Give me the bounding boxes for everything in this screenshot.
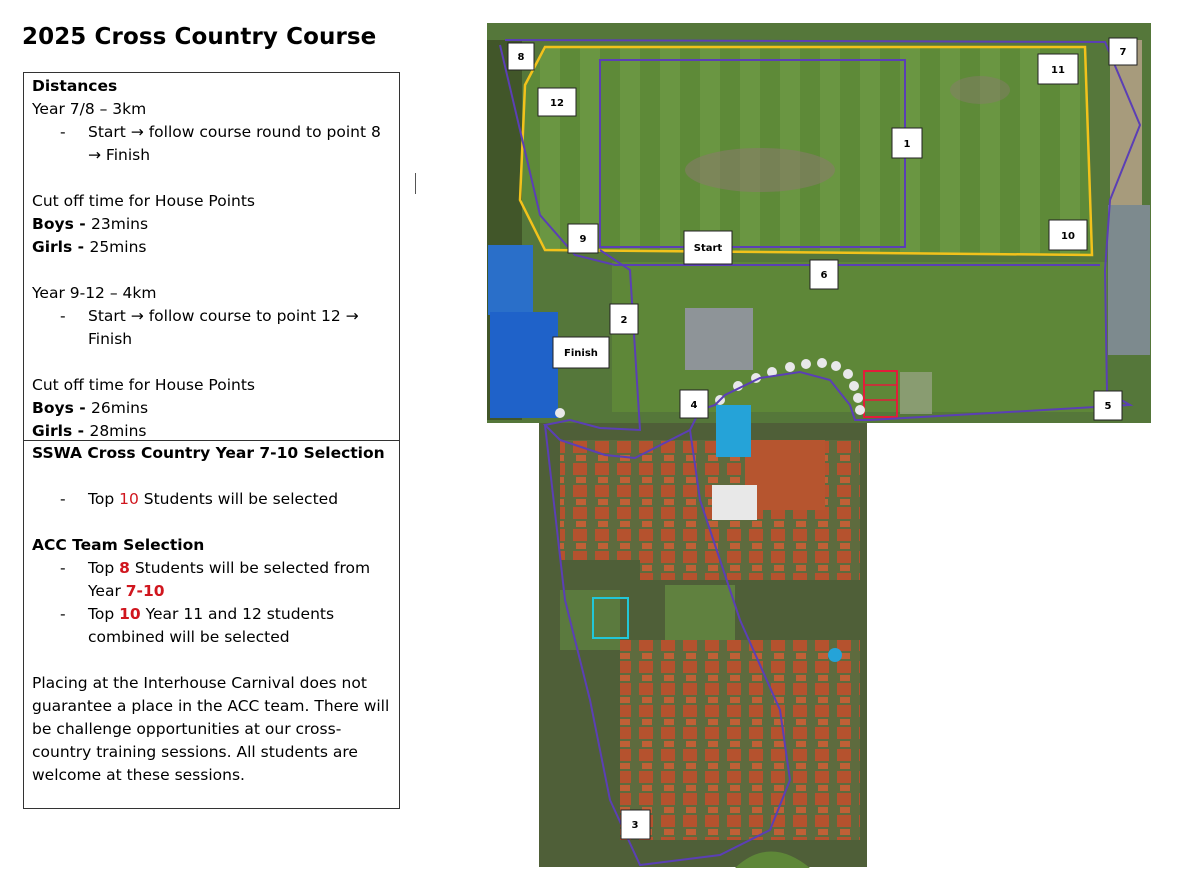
year912-route-line2: Finish bbox=[88, 330, 133, 348]
marker-9 bbox=[568, 224, 598, 253]
marker-7 bbox=[1109, 38, 1137, 65]
distances-heading: Distances bbox=[32, 77, 118, 95]
boys-label-1: Boys - bbox=[32, 215, 92, 233]
acc1-year-pre: Year bbox=[88, 582, 126, 600]
year78-route: - Start → follow course round to point 8 → Finish bbox=[60, 123, 381, 164]
boys-value-2: 26mins bbox=[91, 399, 149, 417]
note-line-3: be challenge opportunities at our cross- bbox=[32, 720, 342, 738]
sswa-heading: SSWA Cross Country Year 7-10 Selection bbox=[32, 444, 385, 462]
acc-item-1: - Top 8 Students will be selected from Year 7-10 bbox=[60, 559, 371, 600]
note-line-2: guarantee a place in the ACC team. There will bbox=[32, 697, 390, 715]
acc1-number: 8 bbox=[119, 559, 130, 577]
main-oval bbox=[517, 47, 1092, 255]
year912-distance: Year 9-12 – 4km bbox=[32, 284, 157, 302]
acc1-year: 7-10 bbox=[125, 582, 165, 600]
marker-4-label: 4 bbox=[690, 400, 698, 411]
car-park bbox=[1108, 205, 1150, 355]
marker-2 bbox=[610, 304, 638, 334]
note-line-4: country training sessions. All students are bbox=[32, 743, 358, 761]
acc2-post: Year 11 and 12 students bbox=[140, 605, 335, 623]
sswa-item: - Top 10 Students will be selected bbox=[60, 490, 339, 508]
year78-distance: Year 7/8 – 3km bbox=[32, 100, 147, 118]
marker-12-label: 12 bbox=[550, 98, 564, 109]
acc-heading: ACC Team Selection bbox=[32, 536, 205, 554]
white-roof bbox=[712, 485, 757, 520]
marker-5 bbox=[1094, 391, 1122, 420]
girls-label-1: Girls - bbox=[32, 238, 90, 256]
marker-8-label: 8 bbox=[517, 52, 525, 63]
finish-label: Finish bbox=[564, 348, 598, 359]
garden-bed bbox=[900, 372, 932, 414]
marker-6 bbox=[810, 260, 838, 289]
year912-route: - Start → follow course to point 12 → Finish bbox=[60, 307, 359, 348]
cutoff-heading-1: Cut off time for House Points bbox=[32, 192, 255, 210]
cutoff-heading-2: Cut off time for House Points bbox=[32, 376, 255, 394]
year912-route-line1: Start → follow course to point 12 → bbox=[88, 307, 359, 325]
year78-route-line2: → Finish bbox=[88, 146, 151, 164]
fountain bbox=[828, 648, 842, 662]
acc1-post: Students will be selected from bbox=[129, 559, 371, 577]
acc2-line2: combined will be selected bbox=[88, 628, 290, 646]
acc2-pre: Top bbox=[88, 605, 120, 623]
start-label: Start bbox=[693, 243, 723, 254]
sswa-number: 10 bbox=[119, 490, 139, 508]
marker-10-label: 10 bbox=[1061, 231, 1075, 242]
tennis-court bbox=[488, 245, 533, 315]
marker-4 bbox=[680, 390, 708, 418]
worn-patch bbox=[950, 76, 1010, 104]
marker-10 bbox=[1049, 220, 1087, 250]
buildings-south bbox=[620, 640, 860, 840]
marker-1 bbox=[892, 128, 922, 158]
quad bbox=[665, 585, 735, 640]
sswa-pre: Top bbox=[88, 490, 120, 508]
basketball-courts bbox=[490, 312, 558, 418]
marker-7-label: 7 bbox=[1119, 47, 1127, 58]
boys-value-1: 23mins bbox=[91, 215, 149, 233]
marker-3-label: 3 bbox=[631, 820, 639, 831]
marker-12 bbox=[538, 88, 576, 116]
marker-5-label: 5 bbox=[1104, 401, 1112, 412]
marker-2-label: 2 bbox=[620, 315, 628, 326]
marker-11-label: 11 bbox=[1051, 65, 1065, 76]
note-line-1: Placing at the Interhouse Carnival does not bbox=[32, 674, 367, 692]
page-title: 2025 Cross Country Course bbox=[22, 24, 377, 50]
boys-label-2: Boys - bbox=[32, 399, 92, 417]
building bbox=[685, 308, 753, 370]
marker-8 bbox=[508, 43, 534, 70]
start-marker bbox=[684, 231, 732, 264]
marker-11 bbox=[1038, 54, 1078, 84]
acc1-pre: Top bbox=[88, 559, 120, 577]
acc2-number: 10 bbox=[119, 605, 141, 623]
girls-value-2: 28mins bbox=[89, 422, 147, 440]
pool bbox=[716, 405, 751, 457]
sswa-post: Students will be selected bbox=[138, 490, 339, 508]
girls-value-1: 25mins bbox=[89, 238, 147, 256]
note-line-5: welcome at these sessions. bbox=[32, 766, 245, 784]
marker-9-label: 9 bbox=[579, 234, 587, 245]
girls-label-2: Girls - bbox=[32, 422, 90, 440]
marker-3 bbox=[621, 810, 650, 839]
acc-item-2: - Top 10 Year 11 and 12 students combined will be selected bbox=[60, 605, 335, 646]
year78-route-line1: Start → follow course round to point 8 bbox=[88, 123, 381, 141]
marker-6-label: 6 bbox=[820, 270, 828, 281]
worn-patch bbox=[685, 148, 835, 192]
marker-1-label: 1 bbox=[903, 139, 911, 150]
finish-marker bbox=[553, 337, 609, 368]
